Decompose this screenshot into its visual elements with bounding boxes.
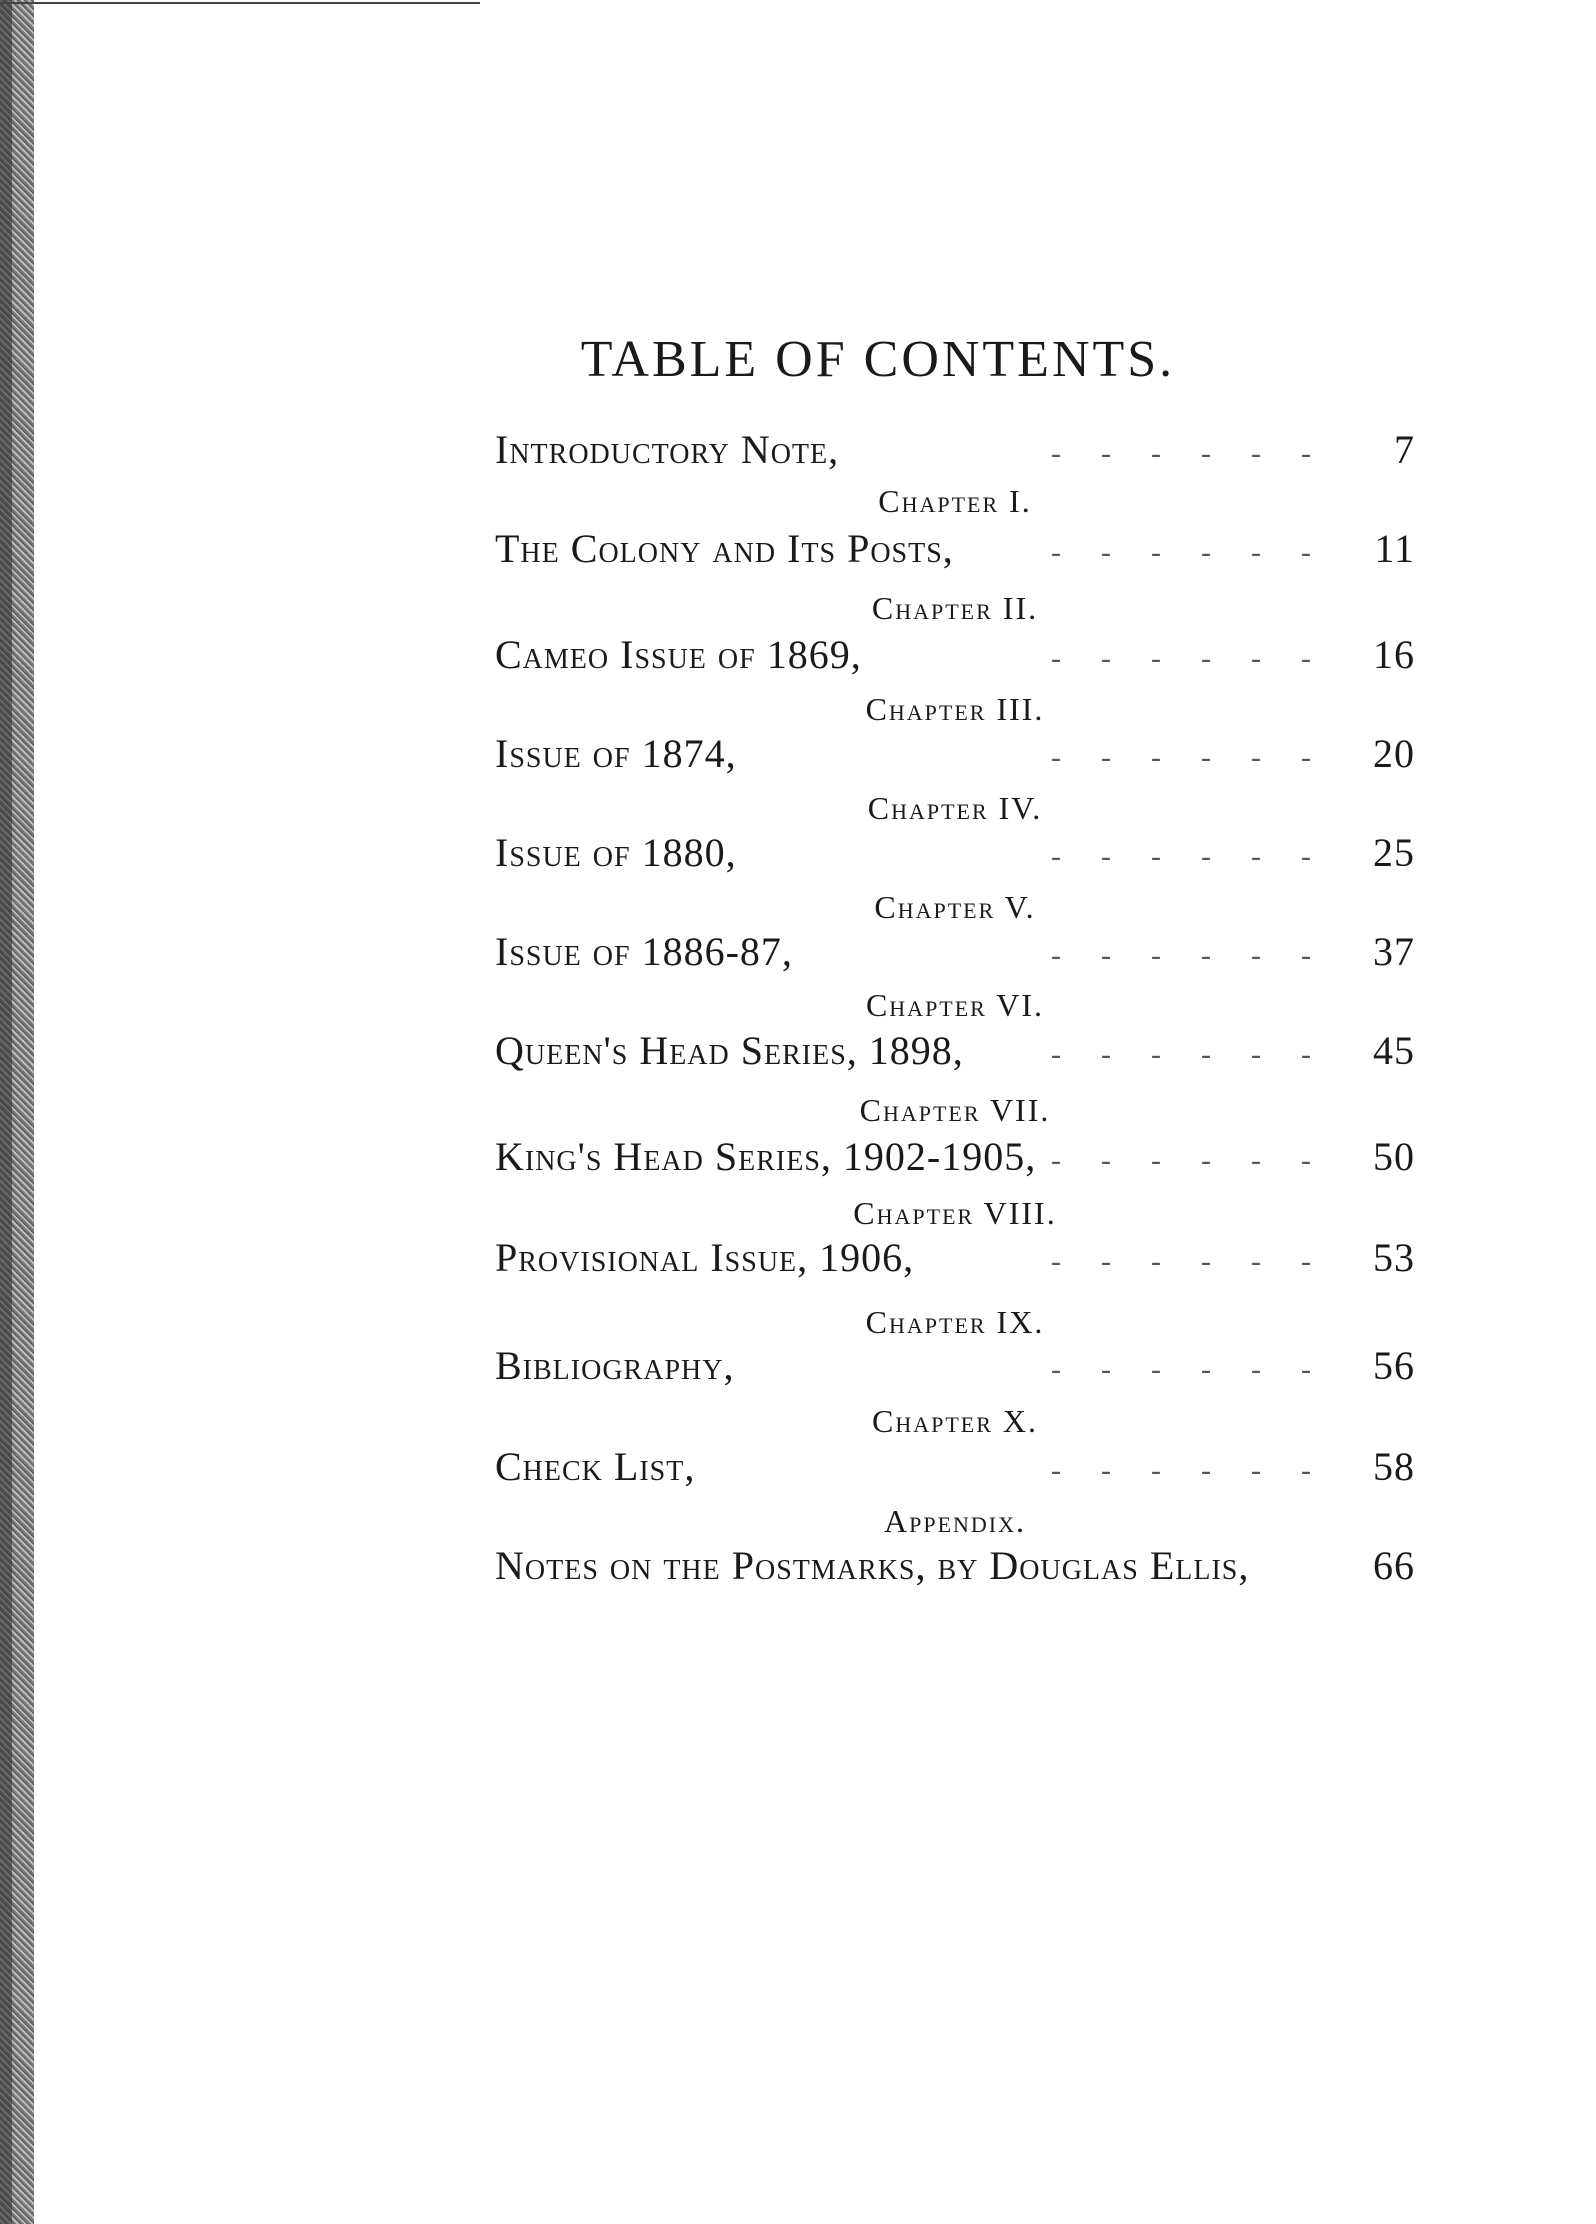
toc-page-number: 45	[1373, 1028, 1415, 1073]
toc-entry	[495, 929, 1415, 975]
toc-page-number: 56	[1373, 1343, 1415, 1388]
toc-entry-title: Check List,	[495, 1444, 696, 1489]
toc-page-number: 20	[1373, 731, 1415, 776]
leader-dashes: ------	[1051, 1454, 1351, 1487]
toc-entry	[495, 1134, 1415, 1180]
chapter-heading: Chapter I.	[878, 483, 1032, 519]
chapter-heading: Chapter X.	[871, 1403, 1038, 1439]
toc-entry-title: Notes on the Postmarks, by Douglas Ellis,	[495, 1543, 1250, 1588]
leader-dashes: ------	[1051, 741, 1351, 774]
chapter-heading: Chapter VI.	[865, 987, 1045, 1023]
chapter-heading: Chapter VIII.	[853, 1195, 1057, 1231]
toc-entry-title: King's Head Series, 1902-1905,	[495, 1134, 1037, 1179]
chapter-heading: Chapter IV.	[867, 790, 1043, 826]
toc-page-number: 66	[1373, 1543, 1415, 1588]
toc-page-number: 11	[1374, 526, 1415, 571]
chapter-heading: Appendix.	[883, 1503, 1026, 1539]
toc-entry	[495, 1028, 1415, 1074]
toc-page-number: 50	[1373, 1134, 1415, 1179]
toc-entry	[495, 632, 1415, 678]
page-title: TABLE OF CONTENTS.	[580, 331, 1176, 388]
toc-entry	[495, 830, 1415, 876]
toc-page-number: 25	[1373, 830, 1415, 875]
toc-entry-title: Issue of 1874,	[495, 731, 737, 776]
toc-entry	[495, 526, 1415, 572]
leader-dashes: ------	[1051, 642, 1351, 675]
chapter-heading: Chapter IX.	[865, 1304, 1045, 1340]
toc-entry	[495, 1543, 1415, 1589]
toc-entry-title: Queen's Head Series, 1898,	[495, 1028, 964, 1073]
leader-dashes: ------	[1051, 437, 1351, 470]
leader-dashes: ------	[1051, 939, 1351, 972]
toc-entry-title: Provisional Issue, 1906,	[495, 1235, 915, 1280]
toc-entry	[495, 427, 1415, 473]
toc-page-number: 37	[1373, 929, 1415, 974]
leader-dashes: ------	[1051, 1144, 1351, 1177]
toc-page-number: 53	[1373, 1235, 1415, 1280]
chapter-heading: Chapter II.	[871, 590, 1039, 626]
toc-entry-title: Introductory Note,	[495, 427, 840, 472]
leader-dashes: ------	[1051, 1353, 1351, 1386]
top-rule	[0, 2, 480, 4]
leader-dashes: ------	[1051, 840, 1351, 873]
toc-entry-title: Cameo Issue of 1869,	[495, 632, 862, 677]
toc-page-number: 16	[1373, 632, 1415, 677]
toc-page-number: 58	[1373, 1444, 1415, 1489]
toc-entry-title: The Colony and Its Posts,	[495, 526, 954, 571]
toc-entry	[495, 731, 1415, 777]
toc-page-number: 7	[1394, 427, 1415, 472]
chapter-heading: Chapter III.	[865, 691, 1045, 727]
chapter-heading: Chapter V.	[874, 889, 1036, 925]
toc-entry-title: Issue of 1880,	[495, 830, 737, 875]
toc-entry	[495, 1235, 1415, 1281]
leader-dashes: ------	[1051, 1038, 1351, 1071]
leader-dashes: ------	[1051, 1245, 1351, 1278]
chapter-heading: Chapter VII.	[859, 1092, 1051, 1128]
toc-entry-title: Bibliography,	[495, 1343, 735, 1388]
toc-entry	[495, 1343, 1415, 1389]
toc-entry-title: Issue of 1886-87,	[495, 929, 793, 974]
leader-dashes: ------	[1051, 536, 1351, 569]
toc-entry	[495, 1444, 1415, 1490]
